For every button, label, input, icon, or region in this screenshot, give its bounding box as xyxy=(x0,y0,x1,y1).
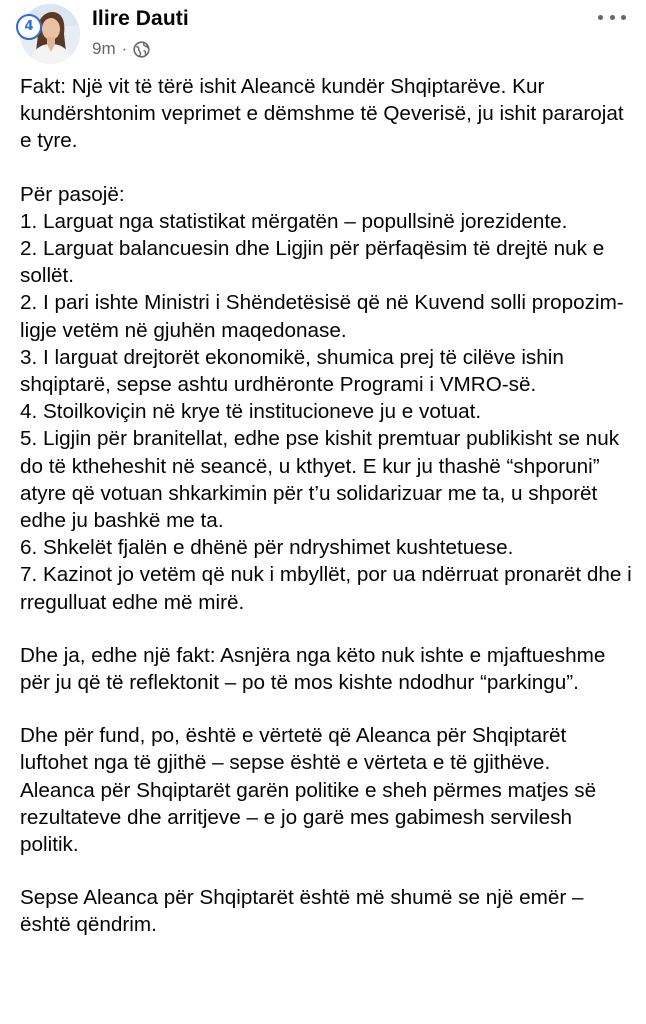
post-list-item: 2. Larguat balancuesin dhe Ligjin për përfaqësim të drejtë nuk e sollët. xyxy=(20,237,605,288)
meta-separator: · xyxy=(121,39,128,58)
post-meta xyxy=(92,39,150,59)
post-header xyxy=(0,0,646,70)
post-list-item: 5. Ligjin për branitellat, edhe pse kishit premtuar publikisht se nuk do të ktheheshit në seancë, u kthyet. E kur ju thashë “shporuni” atyre që votuan shkarkimin për t’u solidarizuar me ta, u shporët edhe ju bashkë me ta. xyxy=(20,427,620,533)
avatar-badge: 4 xyxy=(16,14,42,40)
post-list-item: 7. Kazinot jo vetëm që nuk i mbyllët, por ua ndërruat pronarët dhe i rregulluat edhe më mirë. xyxy=(20,563,632,614)
post-paragraph: Fakt: Një vit të tërë ishit Aleancë kundër Shqiptarëve. Kur kundërshtonim veprimet e dëmshme të Qeverisë, ju ishit pararojat e tyre. xyxy=(20,75,624,153)
more-options-icon[interactable] xyxy=(598,10,626,24)
post-time[interactable]: 9m xyxy=(92,39,116,58)
post-list-item: 4. Stoilkoviçin në krye të institucioneve ju e votuat. xyxy=(20,400,482,424)
post-list-item: 1. Larguat nga statistikat mërgatën – popullsinë jorezidente. xyxy=(20,209,568,233)
post-paragraph: Aleanca për Shqiptarët garën politike e sheh përmes matjes së rezultateve dhe arritjeve – e jo garë mes gabimesh servilesh politik. xyxy=(20,778,597,857)
author-name[interactable]: Ilire Dauti xyxy=(92,7,189,30)
post-body xyxy=(20,73,632,939)
post-paragraph: Dhe për fund, po, është e vërtetë që Aleanca për Shqiptarët luftohet nga të gjithë – sepse është e vërteta e të gjithëve. xyxy=(20,724,567,775)
post-list-item: 2. I pari ishte Ministri i Shëndetësisë që në Kuvend solli propozim-ligje vetëm në gjuhën maqedonase. xyxy=(20,291,624,342)
post-line: Për pasojë: xyxy=(20,182,125,206)
post-paragraph: Dhe ja, edhe një fakt: Asnjëra nga këto nuk ishte e mjaftueshme për ju që të reflektonit – po të mos kishte ndodhur “parkingu”. xyxy=(20,643,606,695)
post-list-item: 3. I larguat drejtorët ekonomikë, shumica prej të cilëve ishin shqiptarë, sepse ashtu urdhëronte Programi i VMRO-së. xyxy=(20,345,564,397)
post-list-item: 6. Shkelët fjalën e dhënë për ndryshimet kushtetuese. xyxy=(20,536,514,560)
globe-icon xyxy=(133,41,150,58)
post-paragraph: Sepse Aleanca për Shqiptarët është më shumë se një emër – është qëndrim. xyxy=(20,886,584,937)
